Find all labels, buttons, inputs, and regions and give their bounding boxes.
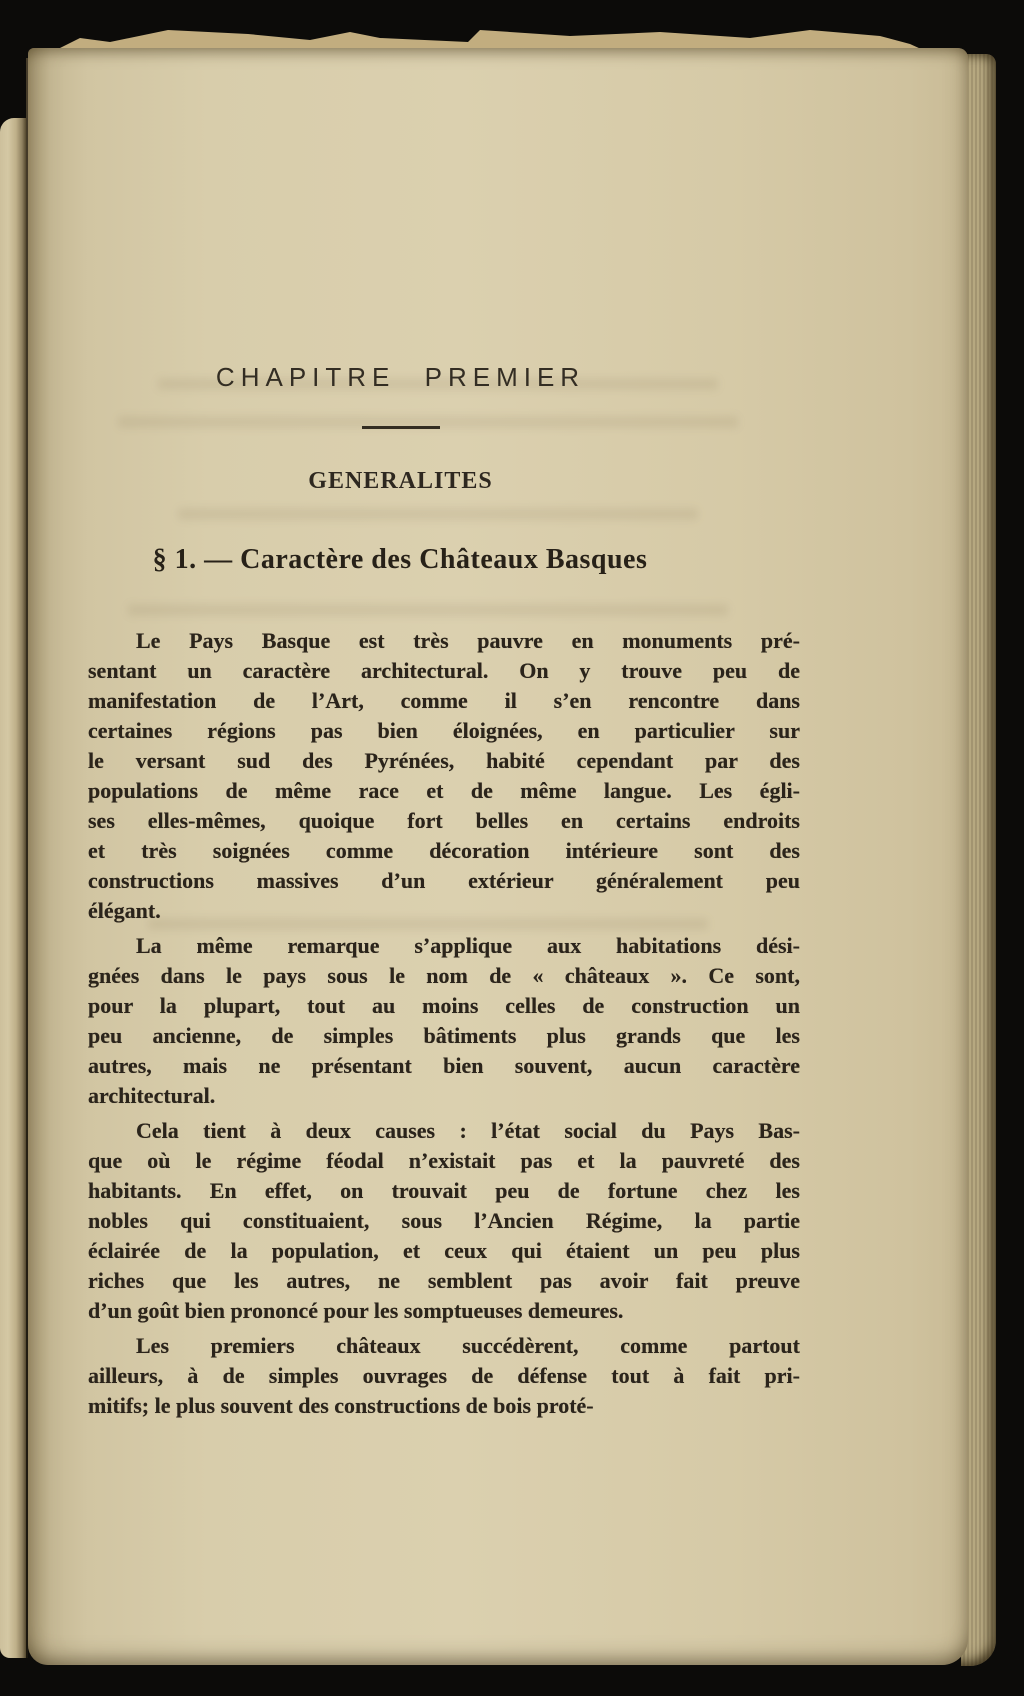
- text-line: autres, mais ne présentant bien souvent, aucun caractère: [88, 1053, 800, 1078]
- text-line: sentant un caractère architectural. On y trouve peu de: [88, 658, 800, 683]
- text-line: pour la plupart, tout au moins celles de construction un: [88, 993, 800, 1018]
- showthrough-ghost: [128, 604, 728, 616]
- text-line: ailleurs, à de simples ouvrages de défense tout à fait pri-: [88, 1363, 800, 1388]
- text-line: constructions massives d’un extérieur généralement peu: [88, 868, 800, 893]
- text-line: gnées dans le pays sous le nom de « châteaux ». Ce sont,: [88, 963, 800, 988]
- text-line: habitants. En effet, on trouvait peu de fortune chez les: [88, 1178, 800, 1203]
- text-line: certaines régions pas bien éloignées, en particulier sur: [88, 718, 800, 743]
- book-page: [28, 48, 968, 1665]
- chapter-heading: CHAPITRE PREMIER: [215, 362, 586, 392]
- text-line: populations de même race et de même langue. Les égli-: [88, 778, 800, 803]
- showthrough-ghost: [178, 508, 698, 520]
- text-line: ses elles-mêmes, quoique fort belles en certains endroits: [88, 808, 800, 833]
- section-title: GENERALITES: [308, 468, 493, 494]
- text-line: d’un goût bien prononcé pour les somptueuses demeures.: [88, 1298, 624, 1323]
- text-line: manifestation de l’Art, comme il s’en rencontre dans: [88, 688, 800, 713]
- text-line: nobles qui constituaient, sous l’Ancien Régime, la partie: [88, 1208, 800, 1233]
- text-line: Le Pays Basque est très pauvre en monuments pré-: [136, 628, 800, 653]
- paragraph: [88, 1331, 800, 1421]
- paragraph: [88, 1116, 800, 1326]
- text-line: architectural.: [88, 1083, 216, 1108]
- text-line: le versant sud des Pyrénées, habité cependant par des: [88, 748, 800, 773]
- text-line: élégant.: [88, 898, 161, 923]
- paragraph: [88, 626, 800, 926]
- text-line: Cela tient à deux causes : l’état social du Pays Bas-: [136, 1118, 800, 1143]
- divider-rule: [362, 426, 440, 429]
- paragraph: [88, 931, 800, 1111]
- text-line: peu ancienne, de simples bâtiments plus grands que les: [88, 1023, 800, 1048]
- text-line: La même remarque s’applique aux habitations dési-: [136, 933, 800, 958]
- subsection-heading: § 1. — Caractère des Châteaux Basques: [152, 544, 648, 575]
- text-line: éclairée de la population, et ceux qui étaient un peu plus: [88, 1238, 800, 1263]
- text-line: mitifs; le plus souvent des constructions de bois proté-: [88, 1393, 594, 1418]
- body-text: [88, 626, 800, 1426]
- text-line: Les premiers châteaux succédèrent, comme partout: [136, 1333, 800, 1358]
- previous-page-edge: [0, 118, 27, 1658]
- text-line: et très soignées comme décoration intérieure sont des: [88, 838, 800, 863]
- text-line: riches que les autres, ne semblent pas avoir fait preuve: [88, 1268, 800, 1293]
- text-line: que où le régime féodal n’existait pas et la pauvreté des: [88, 1148, 800, 1173]
